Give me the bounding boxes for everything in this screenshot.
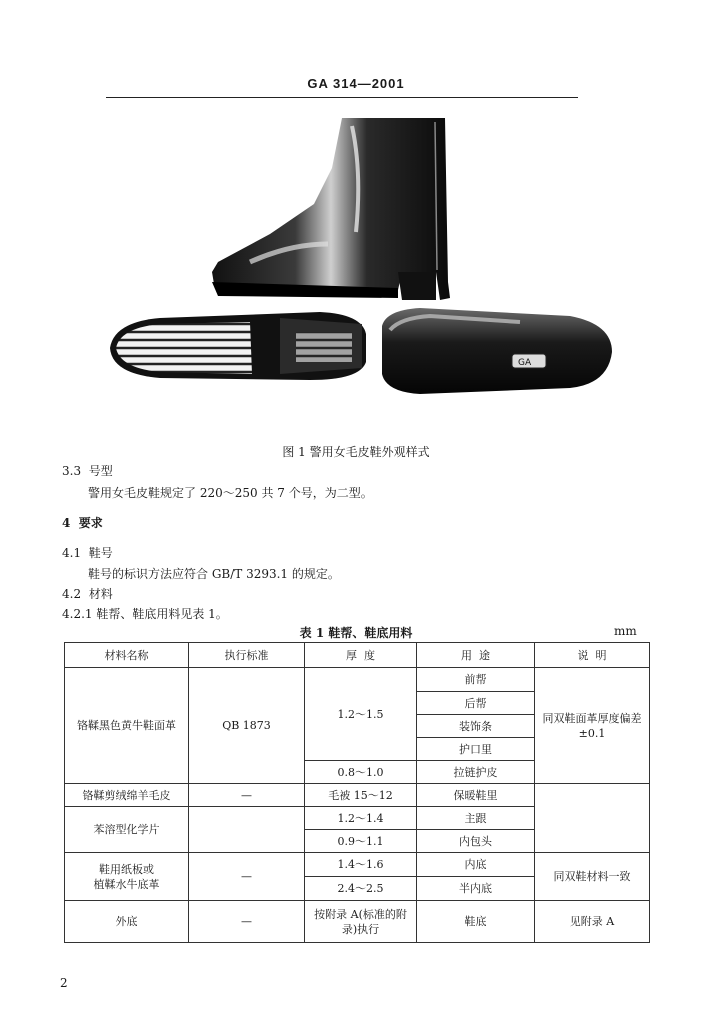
section-4: 4 要求 bbox=[62, 516, 103, 530]
cell-use: 拉链护皮 bbox=[417, 761, 535, 784]
table-title: 表 1 鞋帮、鞋底用料 bbox=[299, 626, 413, 640]
section-4-1-text: 鞋号的标识方法应符合 GB/T 3293.1 的规定。 bbox=[88, 567, 340, 581]
cell-note-empty bbox=[535, 784, 650, 853]
figure-caption: 图 1 警用女毛皮鞋外观样式 bbox=[282, 445, 430, 459]
cell-use: 半内底 bbox=[417, 877, 535, 901]
boot-side-view bbox=[212, 118, 450, 300]
page-number: 2 bbox=[60, 976, 68, 990]
cell-thickness: 0.8～1.0 bbox=[305, 761, 417, 784]
col-header: 厚 度 bbox=[305, 643, 417, 668]
cell-thickness: 按附录 A(标准的附录)执行 bbox=[305, 901, 417, 943]
cell-standard: — bbox=[189, 901, 305, 943]
cell-thickness: 1.2～1.5 bbox=[305, 668, 417, 761]
cell-material: 外底 bbox=[65, 901, 189, 943]
col-header: 执行标准 bbox=[189, 643, 305, 668]
boot-sole-view bbox=[110, 312, 366, 380]
cell-use: 保暖鞋里 bbox=[417, 784, 535, 807]
section-4-2-1: 4.2.1 鞋帮、鞋底用料见表 1。 bbox=[62, 607, 228, 621]
table-header-row bbox=[65, 643, 650, 668]
cell-standard: — bbox=[189, 784, 305, 807]
boot-figure bbox=[100, 112, 620, 430]
cell-material: 鞋用纸板或 植鞣水牛底革 bbox=[65, 853, 189, 901]
cell-use: 前帮 bbox=[417, 668, 535, 692]
table-row bbox=[65, 901, 650, 943]
cell-standard: QB 1873 bbox=[189, 668, 305, 784]
cell-use: 内底 bbox=[417, 853, 535, 877]
table-row bbox=[65, 784, 650, 807]
section-4-2: 4.2 材料 bbox=[62, 587, 113, 601]
cell-use: 装饰条 bbox=[417, 715, 535, 738]
section-4-1: 4.1 鞋号 bbox=[62, 546, 113, 560]
cell-thickness: 2.4～2.5 bbox=[305, 877, 417, 901]
col-header: 材料名称 bbox=[65, 643, 189, 668]
cell-standard: — bbox=[189, 853, 305, 901]
col-header: 说 明 bbox=[535, 643, 650, 668]
table-row bbox=[65, 853, 650, 877]
cell-use: 内包头 bbox=[417, 830, 535, 853]
cell-use: 鞋底 bbox=[417, 901, 535, 943]
cell-standard-empty bbox=[189, 807, 305, 853]
cell-material: 苯溶型化学片 bbox=[65, 807, 189, 853]
cell-note: 同双鞋面革厚度偏差±0.1 bbox=[535, 668, 650, 784]
table-row bbox=[65, 668, 650, 692]
cell-thickness: 毛被 15～12 bbox=[305, 784, 417, 807]
cell-use: 护口里 bbox=[417, 738, 535, 761]
cell-use: 后帮 bbox=[417, 692, 535, 715]
boot-angled-view bbox=[382, 308, 612, 394]
section-3-3-text: 警用女毛皮鞋规定了 220～250 共 7 个号，为二型。 bbox=[88, 486, 373, 500]
table-unit: mm bbox=[614, 624, 637, 638]
cell-thickness: 1.4～1.6 bbox=[305, 853, 417, 877]
col-header: 用 途 bbox=[417, 643, 535, 668]
document-code: GA 314—2001 bbox=[307, 76, 405, 91]
cell-note: 见附录 A bbox=[535, 901, 650, 943]
cell-material: 铬鞣剪绒绵羊毛皮 bbox=[65, 784, 189, 807]
section-3-3: 3.3 号型 bbox=[62, 464, 113, 478]
logo-text: GA bbox=[518, 358, 532, 368]
cell-material: 铬鞣黑色黄牛鞋面革 bbox=[65, 668, 189, 784]
cell-note: 同双鞋材料一致 bbox=[535, 853, 650, 901]
cell-thickness: 0.9～1.1 bbox=[305, 830, 417, 853]
materials-table bbox=[64, 642, 650, 943]
cell-thickness: 1.2～1.4 bbox=[305, 807, 417, 830]
cell-use: 主跟 bbox=[417, 807, 535, 830]
header-rule bbox=[106, 97, 578, 98]
